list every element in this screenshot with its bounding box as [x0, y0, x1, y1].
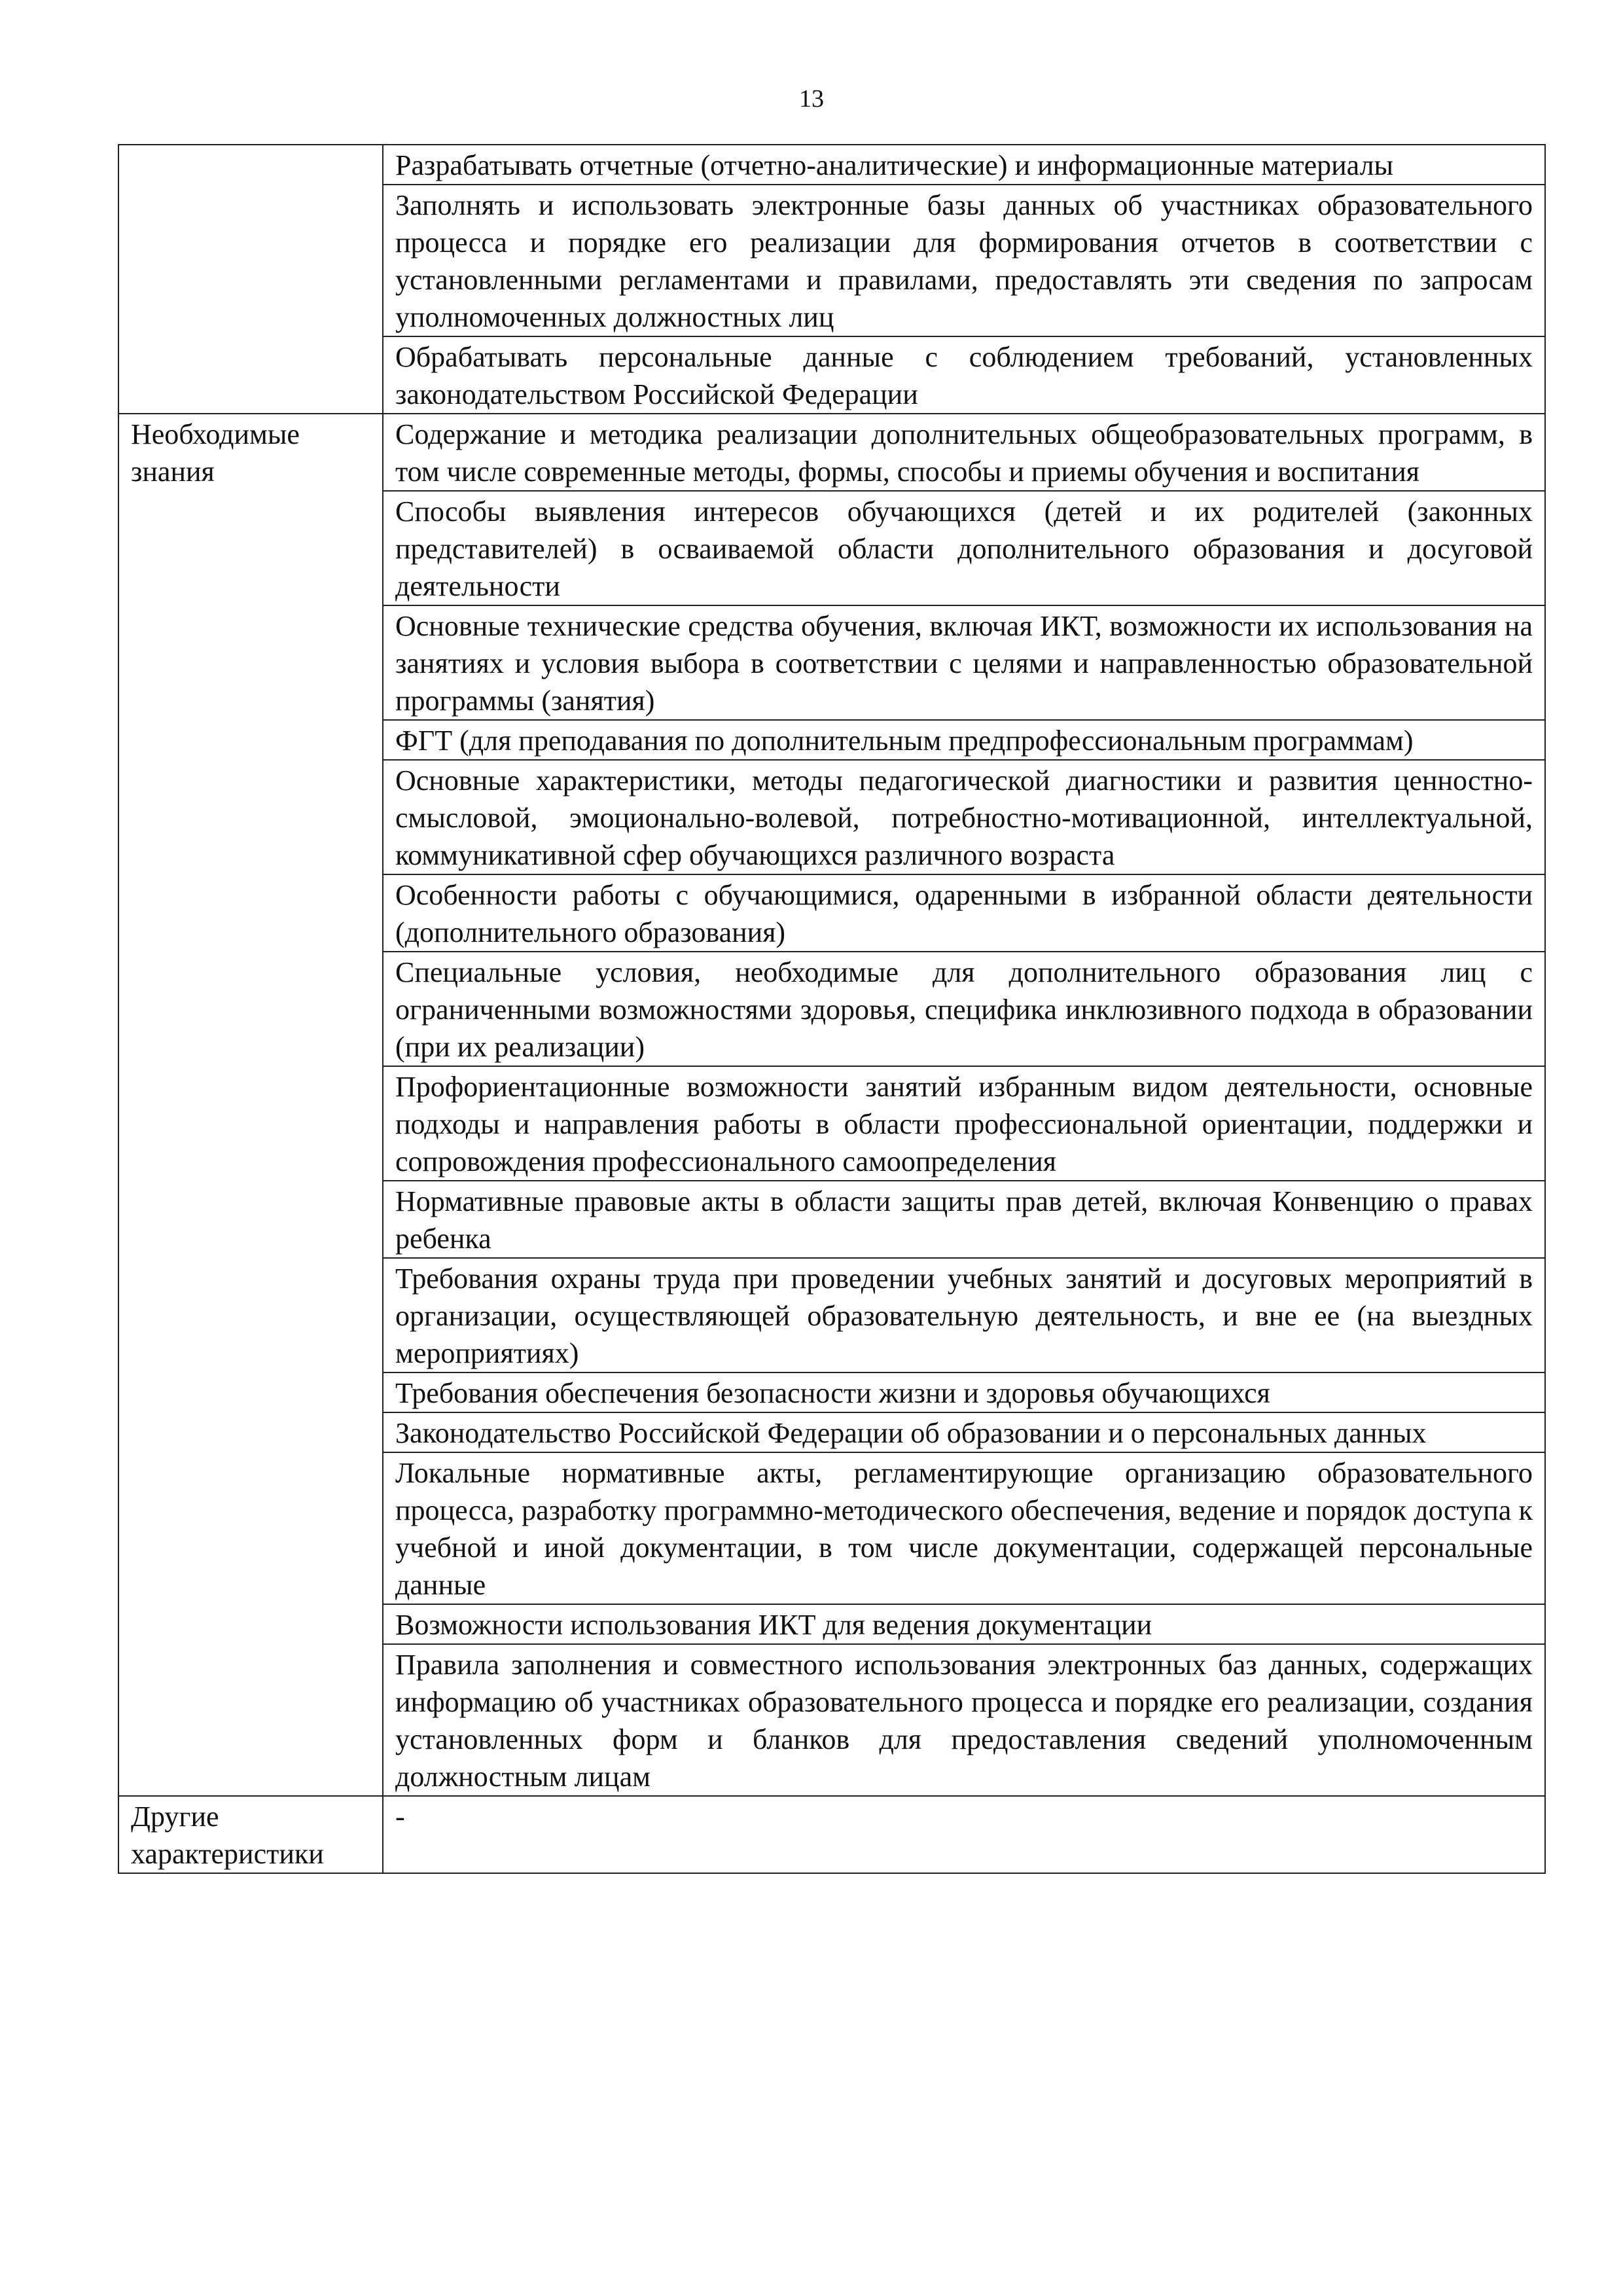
knowledge-item: Способы выявления интересов обучающихся (детей и их родителей (законных представителей) в осваиваемой области дополнительного образования и досуговой деятельности	[383, 491, 1545, 605]
table-row	[118, 414, 1545, 491]
knowledge-item: Законодательство Российской Федерации об образовании и о персональных данных	[383, 1412, 1545, 1452]
knowledge-item: Требования обеспечения безопасности жизни и здоровья обучающихся	[383, 1372, 1545, 1412]
knowledge-item: Возможности использования ИКТ для ведения документации	[383, 1604, 1545, 1644]
knowledge-item: Содержание и методика реализации дополнительных общеобразовательных программ, в том числе современные методы, формы, способы и приемы обучения и воспитания	[383, 414, 1545, 491]
skill-item: Разрабатывать отчетные (отчетно-аналитические) и информационные материалы	[383, 145, 1545, 185]
knowledge-item: Локальные нормативные акты, регламентирующие организацию образовательного процесса, разработку программно-методического обеспечения, ведение и порядок доступа к учебной и иной документации, в том числе документации, содержащей персональные данные	[383, 1452, 1545, 1604]
skill-item: Заполнять и использовать электронные базы данных об участниках образовательного процесса и порядке его реализации для формирования отчетов в соответствии с установленными регламентами и правилами, предоставлять эти сведения по запросам уполномоченных должностных лиц	[383, 185, 1545, 336]
table-row	[118, 145, 1545, 185]
page-number: 13	[799, 85, 824, 113]
skills-label-cell-empty	[118, 145, 383, 414]
knowledge-item: Основные технические средства обучения, включая ИКТ, возможности их использования на занятиях и условия выбора в соответствии с целями и направленностью образовательной программы (занятия)	[383, 605, 1545, 720]
qualification-table	[118, 144, 1546, 1874]
table-row	[118, 1796, 1545, 1873]
knowledge-item: ФГТ (для преподавания по дополнительным предпрофессиональным программам)	[383, 720, 1545, 760]
knowledge-label: Необходимые знания	[118, 414, 383, 1796]
knowledge-item: Основные характеристики, методы педагогической диагностики и развития ценностно-смысловой, эмоционально-волевой, потребностно-мотивационной, интеллектуальной, коммуникативной сфер обучающихся различного возраста	[383, 760, 1545, 874]
skill-item: Обрабатывать персональные данные с соблюдением требований, установленных законодательством Российской Федерации	[383, 336, 1545, 414]
knowledge-item: Требования охраны труда при проведении учебных занятий и досуговых мероприятий в организации, осуществляющей образовательную деятельность, и вне ее (на выездных мероприятиях)	[383, 1258, 1545, 1372]
other-characteristics-label: Другие характеристики	[118, 1796, 383, 1873]
knowledge-item: Особенности работы с обучающимися, одаренными в избранной области деятельности (дополнительного образования)	[383, 874, 1545, 952]
knowledge-item: Правила заполнения и совместного использования электронных баз данных, содержащих информацию об участниках образовательного процесса и порядке его реализации, создания установленных форм и бланков для предоставления сведений уполномоченным должностным лицам	[383, 1644, 1545, 1796]
knowledge-item: Специальные условия, необходимые для дополнительного образования лиц с ограниченными возможностями здоровья, специфика инклюзивного подхода в образовании (при их реализации)	[383, 952, 1545, 1066]
knowledge-item: Нормативные правовые акты в области защиты прав детей, включая Конвенцию о правах ребенка	[383, 1181, 1545, 1258]
other-characteristics-value: -	[383, 1796, 1545, 1873]
knowledge-item: Профориентационные возможности занятий избранным видом деятельности, основные подходы и направления работы в области профессиональной ориентации, поддержки и сопровождения профессионального самоопределения	[383, 1066, 1545, 1181]
